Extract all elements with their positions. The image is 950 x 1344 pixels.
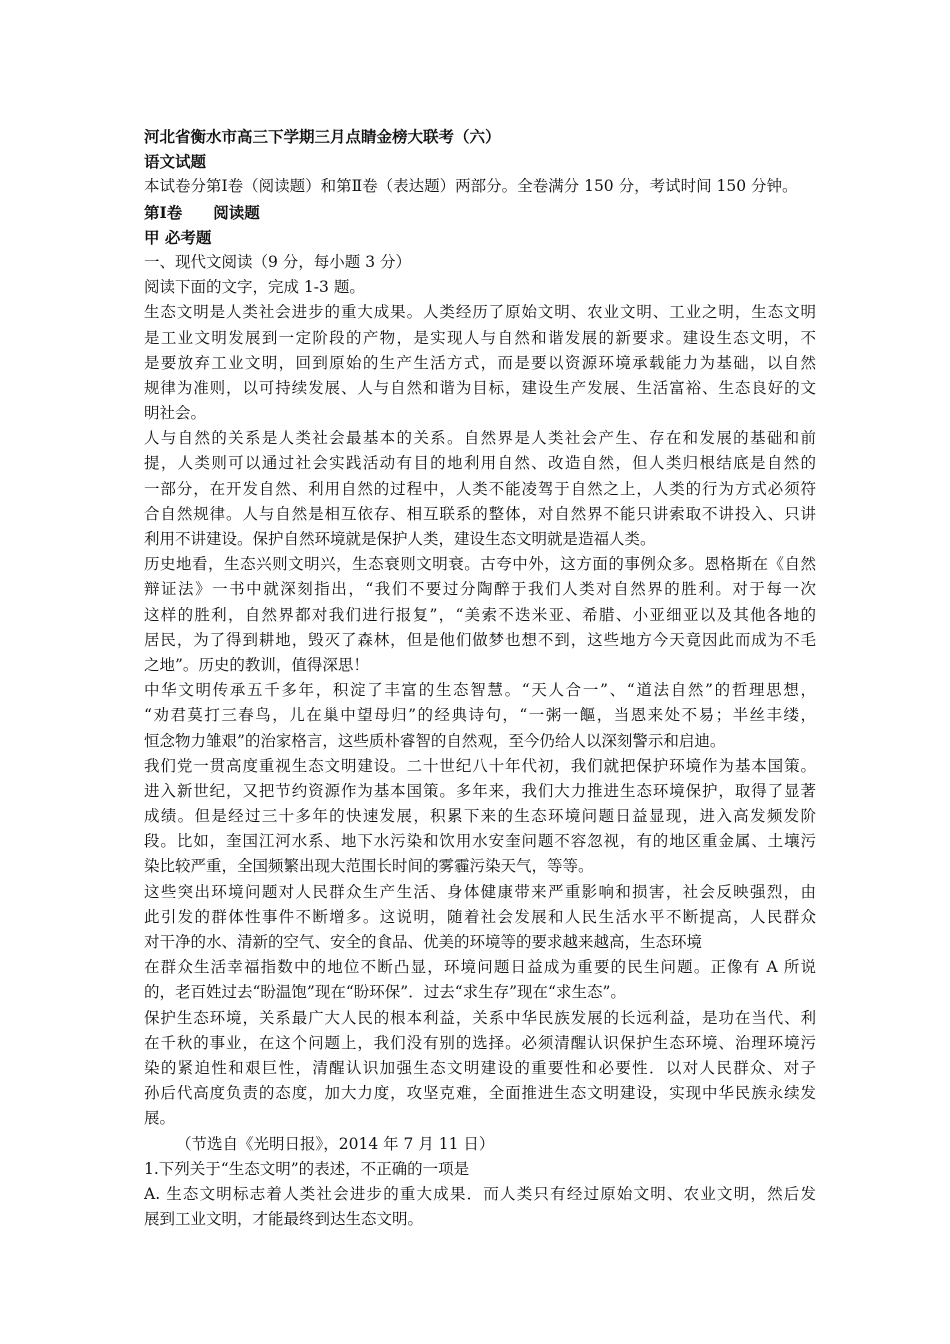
article-line: 恒念物力雏艰”的治家格言，这些质朴睿智的自然观，至今仍给人以深刻警示和启迪。 (144, 731, 726, 750)
article-line: 在千秋的事业，在这个问题上，我们没有别的选择。必须清醒认识保护生态环境、治理环境污 (144, 1033, 816, 1052)
article-line: 一部分，在开发自然、利用自然的过程中，人类不能凌驾于自然之上，人类的行为方式必须符 (144, 479, 816, 498)
article-line: 成绩。但是经过三十多年的快速发展，积累下来的生态环境问题日益显现，进入高发频发阶 (144, 807, 816, 826)
exam-intro: 本试卷分第Ⅰ卷（阅读题）和第Ⅱ卷（表达题）两部分。全卷满分 150 分，考试时间 150 分钟。 (144, 177, 798, 196)
question-1-option-a: A. 生态文明标志着人类社会进步的重大成果．而人类只有经过原始文明、农业文明，然后发 (144, 1184, 816, 1203)
article-line: 段。比如，奎国江河水系、地下水污染和饮用水安奎问题不容忽视，有的地区重金属、土壤污 (144, 832, 816, 851)
article-line: 生态文明是人类社会进步的重大成果。人类经历了原始文明、农业文明、工业之明，生态文明 (144, 303, 816, 322)
article-line: 中华文明传承五千多年，积淀了丰富的生态智慧。“天人合一”、“道法自然”的哲理思想， (144, 681, 816, 700)
article-line: 我们党一贯高度重视生态文明建设。二十世纪八十年代初，我们就把保护环境作为基本国策。 (144, 756, 816, 775)
subject-title: 语文试题 (144, 152, 207, 172)
article-line: 提，人类则可以通过社会实践活动有目的地利用自然、改造自然，但人类归根结底是自然的 (144, 454, 816, 473)
exam-title: 河北省衡水市高三下学期三月点睛金榜大联考（六） (144, 127, 501, 146)
article-line: 合自然规律。人与自然是相互依存、相互联系的整体，对自然界不能只讲索取不讲投入、只讲 (144, 504, 816, 523)
article-line: 是要放弃工业文明，回到原始的生产生活方式，而是要以资源环境承载能力为基础，以自然 (144, 353, 816, 372)
article-line: 染比较严重，全国频繁出现大范围长时间的雾霾污染天气，等等。 (144, 857, 594, 876)
part-heading: 第Ⅰ卷 阅读题 (144, 202, 260, 222)
article-line: 在群众生活幸福指数中的地位不断凸显，环境问题日益成为重要的民生问题。正像有 A 所说 (144, 958, 816, 977)
article-line: 明社会。 (144, 404, 207, 423)
article-line: 居民，为了得到耕地，毁灭了森林，但是他们做梦也想不到，这些地方今天竟因此而成为不毛 (144, 630, 816, 649)
article-line: 的，老百姓过去“盼温饱”现在“盼环保”．过去“求生存”现在“求生态”。 (144, 983, 626, 1002)
article-line: 展。 (144, 1109, 176, 1128)
question-1-stem: 1.下列关于“生态文明”的表述，不正确的一项是 (144, 1159, 470, 1178)
article-line: 是工业文明发展到一定阶段的产物，是实现人与自然和谐发展的新要求。建设生态文明，不 (144, 328, 816, 347)
reading-instruction: 阅读下面的文字，完成 1-3 题。 (144, 278, 365, 297)
document-page (144, 124, 816, 1232)
article-line: 利用不讲建设。保护自然环境就是保护人类，建设生态文明就是造福人类。 (144, 530, 656, 548)
article-line: 对干净的水、清新的空气、安全的食品、优美的环境等的要求越来越高，生态环境 (144, 933, 703, 951)
article-line: “劝君莫打三春鸟，儿在巢中望母归”的经典诗句，“一粥一饇，当恩来处不易；半丝丰缕， (144, 706, 816, 725)
article-line: 孙后代高度负责的态度，加大力度，攻坚克难，全面推进生态文明建设，实现中华民族永续发 (144, 1084, 816, 1103)
article-line: 染的紧迫性和艰巨性，清醒认识加强生态文明建设的重要性和必要性．以对人民群众、对子 (144, 1058, 816, 1077)
article-line: 这些突出环境问题对人民群众生产生活、身体健康带来严重影响和损害，社会反映强烈，由 (144, 882, 816, 901)
article-line: 人与自然的关系是人类社会最基本的关系。自然界是人类社会产生、存在和发展的基础和前 (144, 429, 816, 448)
article-line: 历史地看，生态兴则文明兴，生态衰则文明衰。古夸中外，这方面的事例众多。恩格斯在《自然 (144, 555, 816, 574)
article-source: （节选自《光明日报》，2014 年 7 月 11 日） (176, 1134, 495, 1153)
article-line: 这样的胜利，自然界都对我们进行报复”，“美索不迭米亚、希腊、小亚细亚以及其他各地的 (144, 605, 816, 624)
article-line: 此引发的群体性事件不断增多。这说明，随着社会发展和人民生活水平不断提高，人民群众 (144, 907, 816, 926)
section-heading: 甲 必考题 (144, 227, 212, 247)
article-line: 保护生态环境，关系最广大人民的根本利益，关系中华民族发展的长远利益，是功在当代、利 (144, 1008, 816, 1027)
question-1-option-a-cont: 展到工业文明，才能最终到达生态文明。 (144, 1210, 424, 1229)
article-line: 规律为准则，以可持续发展、人与自然和谐为目标，建设生产发展、生活富裕、生态良好的文 (144, 378, 816, 397)
article-line: 辩证法》一书中就深刻指出，“我们不要过分陶醉于我们人类对自然界的胜利。对于每一次 (144, 580, 816, 599)
question-block-heading: 一、现代文阅读（9 分，每小题 3 分） (144, 252, 412, 271)
article-body (144, 300, 816, 1156)
article-line: 之地”。历史的教训，值得深思！ (144, 655, 369, 674)
article-line: 进入新世纪，又把节约资源作为基本国策。多年来，我们大力推进生态环境保护，取得了显著 (144, 781, 816, 800)
